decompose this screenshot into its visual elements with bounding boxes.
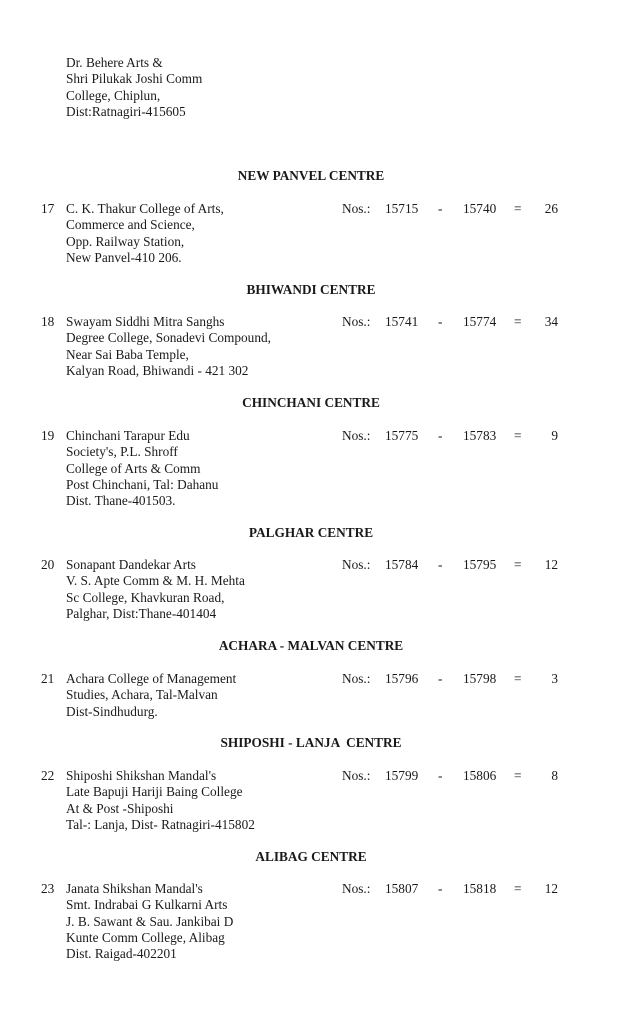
count: 34 — [544, 314, 558, 329]
college-address — [66, 671, 236, 720]
address-line: Smt. Indrabai G Kulkarni Arts — [66, 897, 228, 913]
count: 8 — [551, 768, 558, 783]
address-line: Studies, Achara, Tal-Malvan — [66, 687, 218, 703]
count: 26 — [544, 201, 558, 216]
serial-number: 17 — [41, 201, 55, 216]
centre-heading-text: CHINCHANI CENTRE — [242, 395, 380, 410]
serial-number: 18 — [41, 314, 55, 329]
range-dash: - — [438, 428, 443, 443]
range-dash: - — [438, 201, 443, 216]
count: 12 — [544, 881, 558, 896]
address-line: Achara College of Management — [66, 671, 237, 686]
range-from: 15784 — [385, 557, 419, 572]
equals-sign: = — [514, 881, 522, 896]
college-address — [66, 557, 245, 622]
range-dash: - — [438, 768, 443, 783]
address-line: Kalyan Road, Bhiwandi - 421 302 — [66, 362, 249, 378]
address-line: Dist-Sindhudurg. — [66, 703, 158, 719]
range-to: 15774 — [463, 314, 497, 329]
equals-sign: = — [514, 314, 522, 329]
range-to: 15740 — [463, 201, 497, 216]
centre-heading — [0, 638, 622, 654]
centre-heading-text: ACHARA - MALVAN CENTRE — [218, 638, 404, 653]
equals-sign: = — [514, 768, 522, 783]
range-from: 15807 — [385, 881, 419, 896]
address-line: Near Sai Baba Temple, — [66, 346, 189, 362]
address-line: Commerce and Science, — [66, 217, 195, 233]
address-line: Opp. Railway Station, — [66, 233, 185, 249]
address-line: Tal-: Lanja, Dist- Ratnagiri-415802 — [66, 816, 255, 832]
continued-address — [66, 55, 202, 120]
count: 12 — [544, 557, 558, 572]
address-line: V. S. Apte Comm & M. H. Mehta — [66, 573, 245, 589]
address-line: Swayam Siddhi Mitra Sanghs — [66, 314, 225, 329]
nos-label: Nos.: — [342, 428, 371, 443]
centre-heading — [0, 282, 622, 298]
range-from: 15799 — [385, 768, 419, 783]
address-line: Dist. Raigad-402201 — [66, 946, 177, 962]
address-line: Dist:Ratnagiri-415605 — [66, 103, 186, 119]
address-line: Late Bapuji Hariji Baing College — [66, 784, 243, 800]
address-line: College, Chiplun, — [66, 87, 161, 103]
centre-heading — [0, 735, 622, 751]
address-line: College of Arts & Comm — [66, 460, 201, 476]
serial-number: 23 — [41, 881, 55, 896]
centre-heading-text: BHIWANDI CENTRE — [246, 282, 376, 297]
centre-heading-text: SHIPOSHI - LANJA CENTRE — [220, 735, 402, 750]
range-from: 15715 — [385, 201, 419, 216]
count: 9 — [551, 428, 558, 443]
range-dash: - — [438, 314, 443, 329]
count: 3 — [551, 671, 558, 686]
range-to: 15798 — [463, 671, 497, 686]
equals-sign: = — [514, 428, 522, 443]
serial-number: 22 — [41, 768, 55, 783]
range-to: 15795 — [463, 557, 497, 572]
address-line: Sc College, Khavkuran Road, — [66, 589, 225, 605]
serial-number: 20 — [41, 557, 55, 572]
address-line: J. B. Sawant & Sau. Jankibai D — [66, 913, 234, 929]
college-address — [66, 768, 255, 833]
centre-heading — [0, 525, 622, 541]
nos-label: Nos.: — [342, 768, 371, 783]
nos-label: Nos.: — [342, 671, 371, 686]
college-address — [66, 428, 218, 509]
range-from: 15775 — [385, 428, 419, 443]
centre-heading — [0, 168, 622, 184]
address-line: Palghar, Dist:Thane-401404 — [66, 605, 217, 621]
centre-heading — [0, 849, 622, 865]
nos-label: Nos.: — [342, 314, 371, 329]
range-to: 15783 — [463, 428, 497, 443]
equals-sign: = — [514, 201, 522, 216]
centre-heading — [0, 395, 622, 411]
serial-number: 19 — [41, 428, 55, 443]
address-line: Chinchani Tarapur Edu — [66, 428, 190, 443]
address-line: Sonapant Dandekar Arts — [66, 557, 196, 572]
address-line: C. K. Thakur College of Arts, — [66, 201, 224, 216]
college-address — [66, 881, 233, 962]
range-dash: - — [438, 671, 443, 686]
address-line: Dist. Thane-401503. — [66, 493, 176, 509]
equals-sign: = — [514, 671, 522, 686]
address-line: Shiposhi Shikshan Mandal's — [66, 768, 217, 783]
range-dash: - — [438, 557, 443, 572]
college-address — [66, 314, 271, 379]
nos-label: Nos.: — [342, 557, 371, 572]
centre-heading-text: PALGHAR CENTRE — [248, 525, 374, 540]
address-line: New Panvel-410 206. — [66, 249, 182, 265]
address-line: Shri Pilukak Joshi Comm — [66, 71, 203, 87]
range-to: 15818 — [463, 881, 497, 896]
range-to: 15806 — [463, 768, 497, 783]
address-line: Post Chinchani, Tal: Dahanu — [66, 476, 219, 492]
address-line: Degree College, Sonadevi Compound, — [66, 330, 271, 346]
centre-heading-text: ALIBAG CENTRE — [255, 849, 367, 864]
college-address — [66, 201, 224, 266]
range-dash: - — [438, 881, 443, 896]
range-from: 15796 — [385, 671, 419, 686]
equals-sign: = — [514, 557, 522, 572]
centre-heading-text: NEW PANVEL CENTRE — [237, 168, 385, 183]
address-line: Dr. Behere Arts & — [66, 55, 163, 70]
address-line: Society's, P.L. Shroff — [66, 444, 178, 460]
nos-label: Nos.: — [342, 881, 371, 896]
serial-number: 21 — [41, 671, 55, 686]
address-line: Kunte Comm College, Alibag — [66, 929, 225, 945]
nos-label: Nos.: — [342, 201, 371, 216]
address-line: Janata Shikshan Mandal's — [66, 881, 203, 896]
address-line: At & Post -Shiposhi — [66, 800, 174, 816]
range-from: 15741 — [385, 314, 419, 329]
